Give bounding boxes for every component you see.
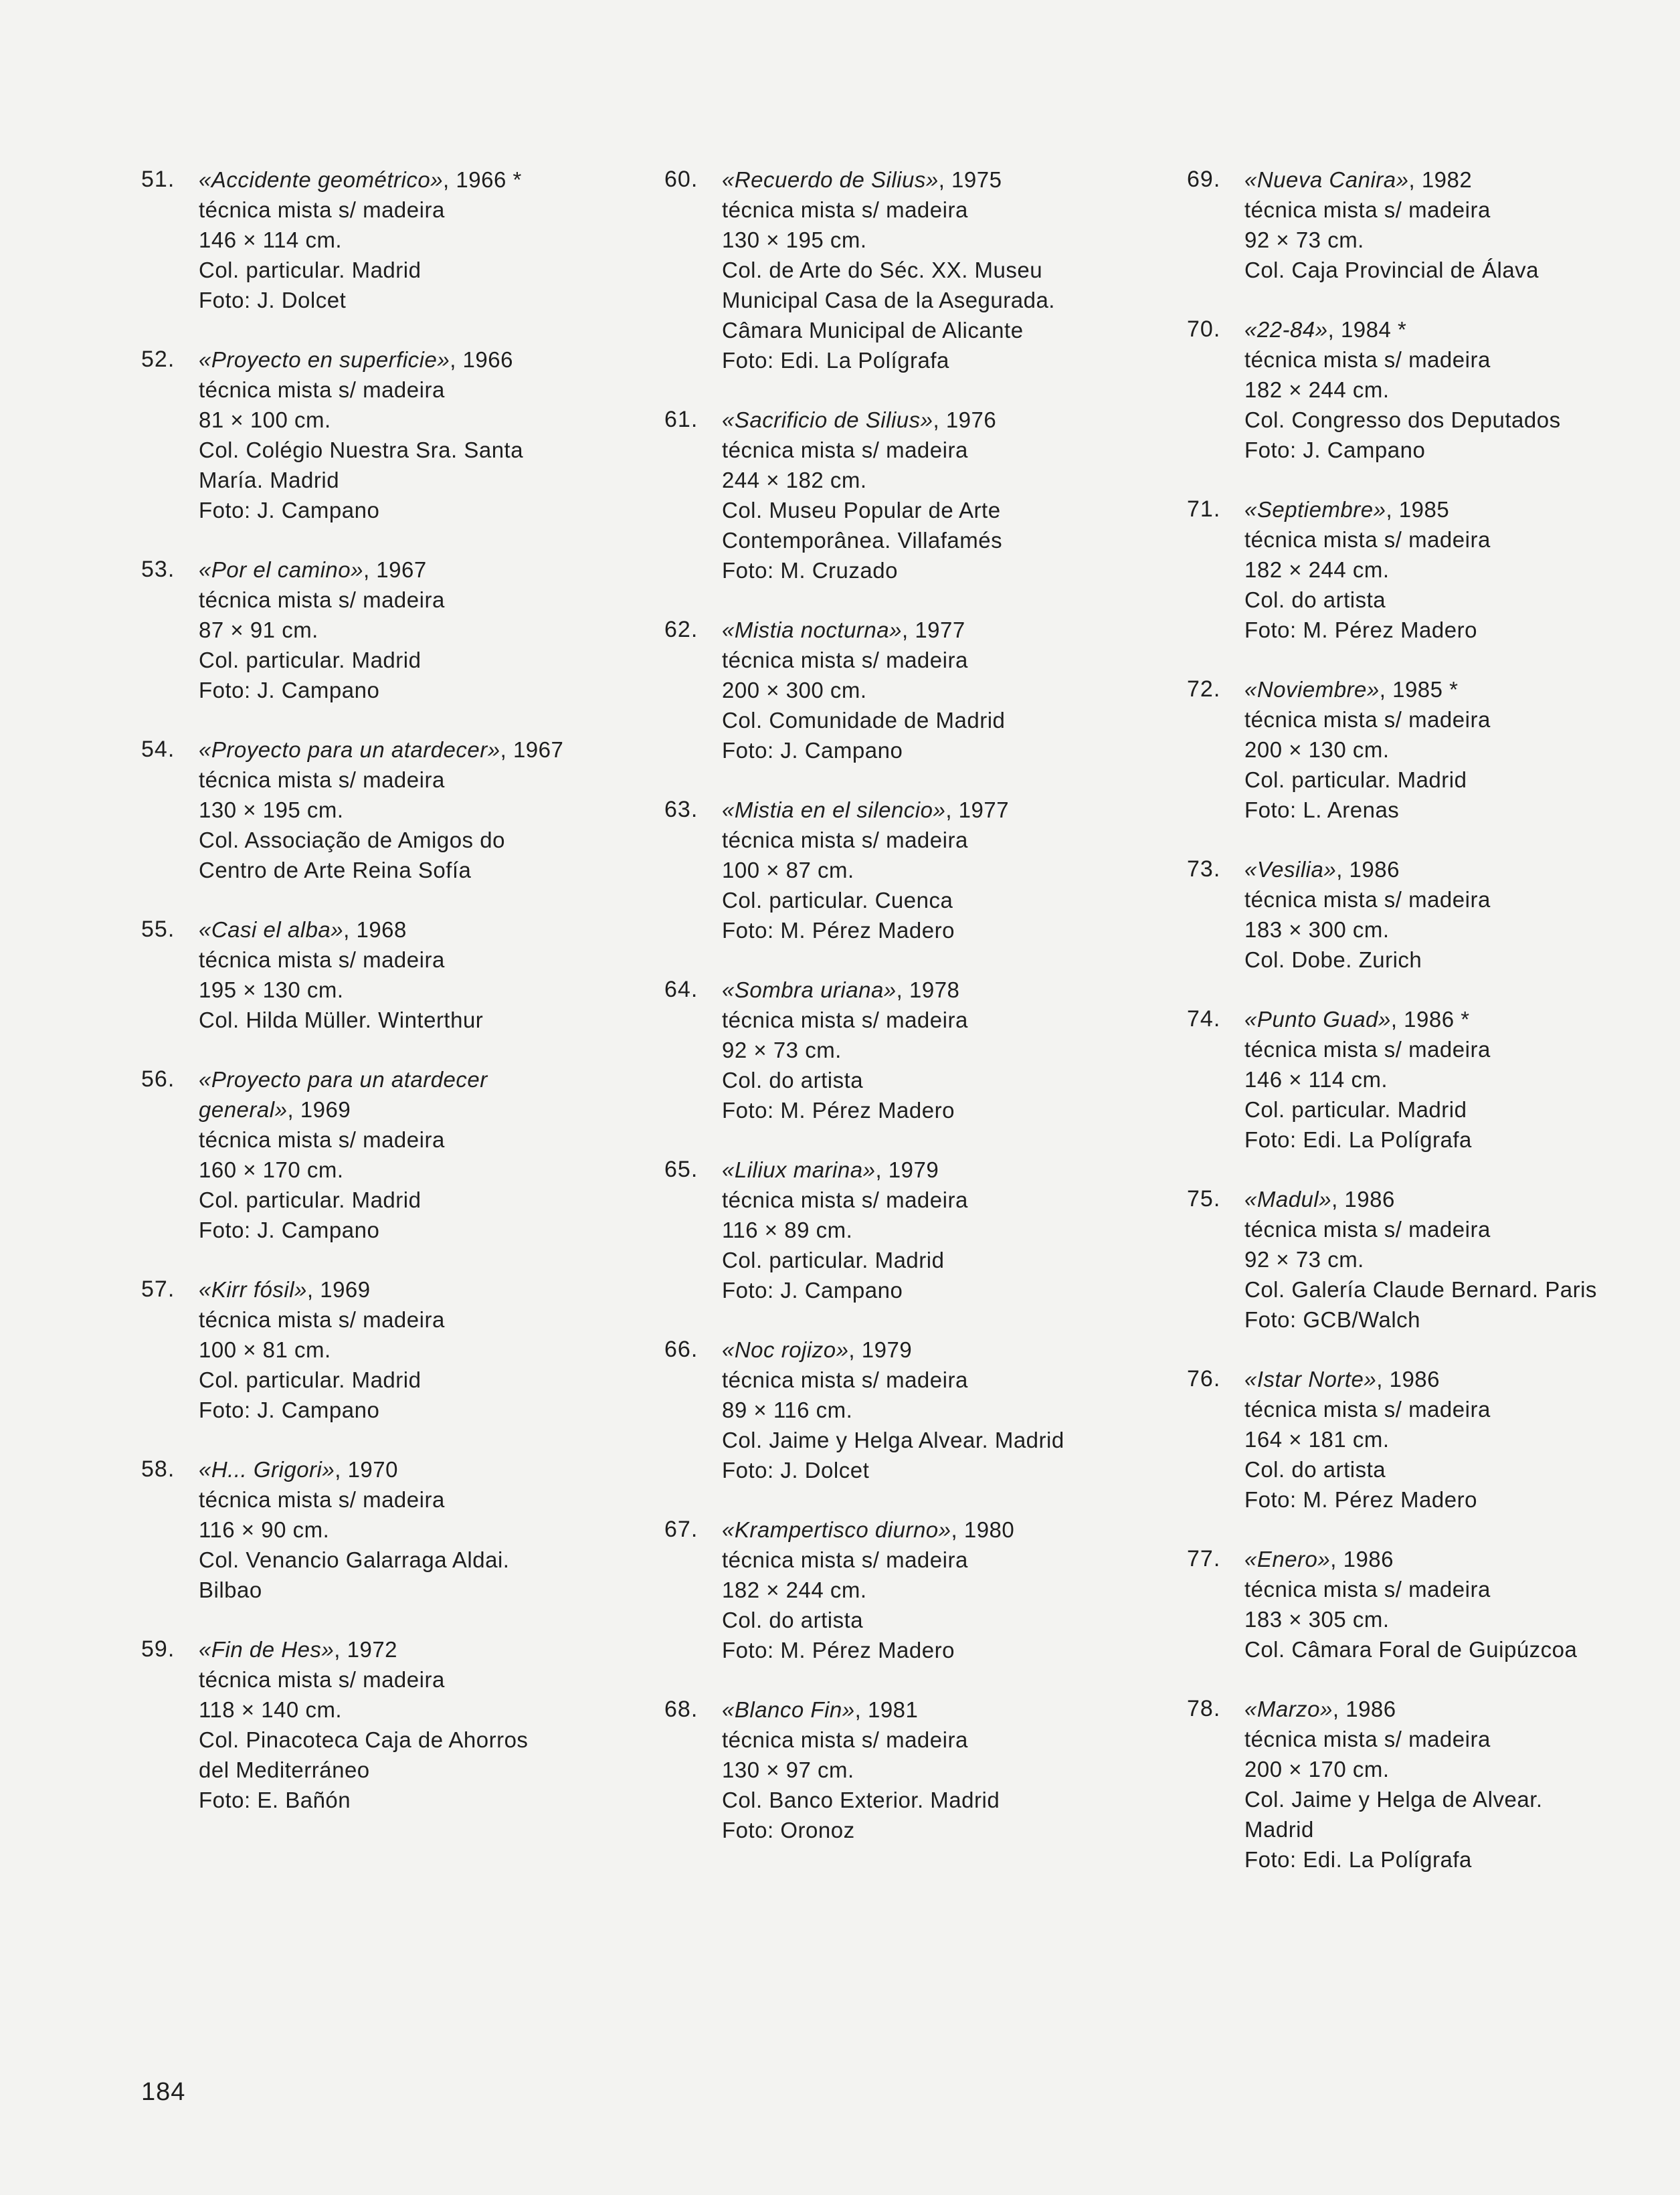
entry-detail-line: técnica mista s/ madeira (199, 377, 445, 402)
entry-detail-line: Câmara Municipal de Alicante (722, 318, 1024, 343)
entry-number: 70. (1187, 316, 1221, 342)
entry-detail-line: Col. particular. Madrid (199, 648, 422, 672)
artwork-title: «Marzo» (1244, 1697, 1333, 1721)
entry-title-line (199, 165, 636, 195)
entry-detail-line: 200 × 170 cm. (1244, 1757, 1390, 1782)
entry-details (199, 1274, 636, 1425)
artwork-title: «Accidente geométrico» (199, 167, 444, 192)
entry-detail-line: Foto: J. Campano (199, 1218, 380, 1242)
artwork-title: «Proyecto en superficie» (199, 347, 450, 372)
entry-detail-line: 182 × 244 cm. (1244, 557, 1390, 582)
entry-detail-line: Foto: M. Cruzado (722, 558, 898, 583)
artwork-title: «Sacrificio de Silius» (722, 407, 933, 432)
entry-title-line (722, 615, 1173, 645)
artwork-title: «Por el camino» (199, 557, 363, 582)
entry-detail-line: Col. Banco Exterior. Madrid (722, 1788, 1000, 1812)
artwork-title: «H... Grigori» (199, 1457, 335, 1482)
entry-number: 75. (1187, 1186, 1221, 1212)
entry-detail-line: 183 × 300 cm. (1244, 917, 1390, 942)
entry-detail-line: técnica mista s/ madeira (1244, 1037, 1491, 1062)
artwork-title: «Mistia nocturna» (722, 617, 902, 642)
entry-detail-line: 182 × 244 cm. (1244, 377, 1390, 402)
artwork-title: «Septiembre» (1244, 497, 1386, 522)
catalogue-entry (1187, 165, 1615, 285)
entry-detail-line: técnica mista s/ madeira (722, 1547, 968, 1572)
entry-details (199, 735, 636, 885)
entry-detail-line: Col. de Arte do Séc. XX. Museu (722, 258, 1043, 282)
entry-title-line (722, 405, 1173, 435)
entry-details (722, 165, 1173, 375)
artwork-title: «Noc rojizo» (722, 1337, 849, 1362)
entry-detail-line: 200 × 300 cm. (722, 678, 867, 702)
artwork-title: «Fin de Hes» (199, 1637, 335, 1662)
entry-detail-line: Col. particular. Madrid (199, 1367, 422, 1392)
entry-title-line (1244, 1364, 1615, 1394)
entry-detail-line: técnica mista s/ madeira (199, 1487, 445, 1512)
entry-detail-line: 130 × 97 cm. (722, 1757, 854, 1782)
catalogue-entry (664, 795, 1173, 945)
entry-details (722, 1335, 1173, 1485)
catalogue-entry (1187, 494, 1615, 645)
entry-number: 60. (664, 167, 698, 192)
entry-detail-line: técnica mista s/ madeira (199, 197, 445, 222)
artwork-title: «Madul» (1244, 1187, 1332, 1212)
artwork-title: «Kirr fósil» (199, 1277, 307, 1302)
entry-detail-line: Col. Jaime y Helga Alvear. Madrid (722, 1428, 1064, 1452)
entry-details (199, 345, 636, 525)
entry-detail-line: Col. Congresso dos Deputados (1244, 407, 1561, 432)
entry-detail-line: Col. Colégio Nuestra Sra. Santa (199, 438, 524, 462)
catalogue-entry (664, 1695, 1173, 1845)
entry-number: 58. (141, 1456, 175, 1482)
entry-title-line (199, 1454, 636, 1485)
entry-detail-line: 244 × 182 cm. (722, 468, 867, 492)
entry-number: 68. (664, 1697, 698, 1722)
entry-detail-line: del Mediterráneo (199, 1757, 370, 1782)
artwork-year: , 1966 (450, 347, 513, 372)
entry-number: 54. (141, 737, 175, 762)
entry-title-line (722, 1515, 1173, 1545)
catalogue-entry (141, 1064, 636, 1245)
catalogue-entry (141, 555, 636, 705)
entry-details (1244, 1184, 1615, 1335)
artwork-year: , 1969 (287, 1097, 351, 1122)
artwork-title: «Punto Guad» (1244, 1007, 1391, 1032)
entry-detail-line: técnica mista s/ madeira (1244, 707, 1491, 732)
entry-detail-line: 116 × 90 cm. (199, 1517, 330, 1542)
artwork-title: «Enero» (1244, 1547, 1331, 1571)
entry-number: 51. (141, 167, 175, 192)
catalogue-entry (141, 1274, 636, 1425)
entry-details (1244, 854, 1615, 975)
entry-detail-line: Col. Caja Provincial de Álava (1244, 258, 1539, 282)
catalogue-column-3 (1187, 165, 1615, 1904)
entry-number: 66. (664, 1337, 698, 1362)
entry-detail-line: Col. Hilda Müller. Winterthur (199, 1008, 484, 1032)
entry-detail-line: técnica mista s/ madeira (722, 197, 968, 222)
entry-detail-line: Col. do artista (1244, 1457, 1386, 1482)
entry-detail-line: 92 × 73 cm. (1244, 1247, 1364, 1272)
entry-detail-line: 89 × 116 cm. (722, 1398, 853, 1422)
entry-detail-line: Foto: GCB/Walch (1244, 1307, 1421, 1332)
entry-title-line (722, 1155, 1173, 1185)
artwork-year: , 1985 * (1379, 677, 1459, 702)
entry-detail-line: Col. particular. Madrid (199, 258, 422, 282)
entry-detail-line: Foto: J. Campano (199, 1398, 380, 1422)
artwork-year: , 1970 (335, 1457, 398, 1482)
entry-title-line (1244, 1004, 1615, 1034)
entry-detail-line: 130 × 195 cm. (199, 797, 344, 822)
artwork-year: , 1986 * (1390, 1007, 1470, 1032)
artwork-year: , 1978 (896, 977, 960, 1002)
entry-detail-line: Col. Museu Popular de Arte (722, 498, 1001, 522)
entry-detail-line: técnica mista s/ madeira (199, 587, 445, 612)
artwork-year: , 1981 (854, 1697, 919, 1722)
entry-title-line (199, 1274, 636, 1305)
entry-detail-line: 146 × 114 cm. (199, 227, 343, 252)
entry-detail-line: Col. Associação de Amigos do (199, 828, 505, 852)
catalogue-entry (664, 1155, 1173, 1305)
artwork-title: «Mistia en el silencio» (722, 797, 946, 822)
entry-number: 71. (1187, 496, 1221, 522)
entry-number: 55. (141, 917, 175, 942)
entry-detail-line: técnica mista s/ madeira (1244, 887, 1491, 912)
entry-details (722, 1155, 1173, 1305)
entry-detail-line: técnica mista s/ madeira (1244, 1217, 1491, 1242)
entry-detail-line: 100 × 87 cm. (722, 858, 854, 882)
catalogue-entry (141, 1454, 636, 1605)
catalogue-entry (664, 405, 1173, 585)
catalogue-entry (141, 915, 636, 1035)
entry-title-line (199, 915, 636, 945)
artwork-year: , 1967 (363, 557, 427, 582)
entry-detail-line: técnica mista s/ madeira (722, 1187, 968, 1212)
artwork-year: , 1972 (334, 1637, 398, 1662)
entry-title-line (199, 735, 636, 765)
entry-detail-line: Foto: M. Pérez Madero (1244, 617, 1477, 642)
entry-details (199, 165, 636, 315)
catalogue-entry (141, 735, 636, 885)
entry-detail-line: técnica mista s/ madeira (1244, 527, 1491, 552)
artwork-title: «Nueva Canira» (1244, 167, 1409, 192)
entry-detail-line: Col. do artista (1244, 587, 1386, 612)
artwork-year: , 1967 (500, 737, 564, 762)
entry-title-line (722, 165, 1173, 195)
entry-detail-line: Foto: E. Bañón (199, 1788, 351, 1812)
artwork-title: «Sombra uriana» (722, 977, 897, 1002)
entry-detail-line: Col. particular. Cuenca (722, 888, 953, 913)
entry-detail-line: Foto: J. Dolcet (722, 1458, 870, 1483)
entry-details (199, 1634, 636, 1815)
entry-title-line (1244, 494, 1615, 524)
catalogue-entry (664, 615, 1173, 765)
entry-detail-line: técnica mista s/ madeira (199, 947, 445, 972)
artwork-year: , 1968 (343, 917, 407, 942)
entry-title-line (199, 345, 636, 375)
catalogue-column-1 (141, 165, 636, 1844)
entry-detail-line: Foto: Edi. La Polígrafa (1244, 1847, 1472, 1872)
entry-details (199, 1454, 636, 1605)
artwork-title: «Proyecto para un atardecer (199, 1067, 488, 1092)
entry-details (199, 555, 636, 705)
entry-detail-line: 160 × 170 cm. (199, 1157, 344, 1182)
entry-title-line (722, 1695, 1173, 1725)
entry-detail-line: Col. Dobe. Zurich (1244, 947, 1422, 972)
entry-detail-line: Foto: J. Campano (199, 678, 380, 702)
catalogue-entry (1187, 1004, 1615, 1155)
entry-detail-line: técnica mista s/ madeira (199, 1307, 445, 1332)
artwork-year: , 1977 (901, 617, 965, 642)
entry-detail-line: Foto: M. Pérez Madero (722, 918, 955, 943)
artwork-title: «Krampertisco diurno» (722, 1517, 951, 1542)
catalogue-entry (1187, 1184, 1615, 1335)
entry-details (1244, 165, 1615, 285)
artwork-year: , 1977 (945, 797, 1010, 822)
artwork-year: , 1985 (1386, 497, 1450, 522)
entry-detail-line: técnica mista s/ madeira (1244, 1577, 1491, 1602)
entry-detail-line: 200 × 130 cm. (1244, 737, 1390, 762)
entry-number: 52. (141, 347, 175, 372)
entry-detail-line: 92 × 73 cm. (1244, 227, 1364, 252)
entry-detail-line: técnica mista s/ madeira (1244, 197, 1491, 222)
entry-detail-line: Col. Comunidade de Madrid (722, 708, 1006, 733)
artwork-year: , 1986 (1332, 1697, 1396, 1721)
entry-details (722, 1515, 1173, 1665)
entry-number: 74. (1187, 1006, 1221, 1032)
artwork-title: «Casi el alba» (199, 917, 344, 942)
entry-detail-line: Foto: M. Pérez Madero (1244, 1487, 1477, 1512)
entry-number: 69. (1187, 167, 1221, 192)
entry-detail-line: Foto: L. Arenas (1244, 797, 1400, 822)
entry-detail-line: 146 × 114 cm. (1244, 1067, 1388, 1092)
entry-detail-line: Contemporânea. Villafamés (722, 528, 1003, 553)
entry-detail-line: técnica mista s/ madeira (199, 1127, 445, 1152)
entry-number: 62. (664, 617, 698, 642)
entry-detail-line: Centro de Arte Reina Sofía (199, 858, 472, 882)
entry-details (1244, 1544, 1615, 1664)
entry-number: 59. (141, 1636, 175, 1662)
entry-number: 56. (141, 1066, 175, 1092)
entry-detail-line: técnica mista s/ madeira (722, 438, 968, 462)
entry-detail-line: Foto: J. Campano (722, 738, 903, 763)
entry-number: 76. (1187, 1366, 1221, 1392)
entry-detail-line: 118 × 140 cm. (199, 1697, 343, 1722)
catalogue-column-2 (664, 165, 1173, 1875)
entry-number: 61. (664, 407, 698, 432)
entry-detail-line: 116 × 89 cm. (722, 1218, 853, 1242)
catalogue-entry (664, 165, 1173, 375)
entry-title-line (722, 1335, 1173, 1365)
entry-detail-line: Foto: J. Campano (199, 498, 380, 522)
entry-detail-line: Col. Pinacoteca Caja de Ahorros (199, 1727, 529, 1752)
entry-detail-line: Col. particular. Madrid (1244, 767, 1467, 792)
entry-title-line (1244, 674, 1615, 704)
entry-detail-line: Col. Jaime y Helga de Alvear. (1244, 1787, 1543, 1812)
artwork-title: «Blanco Fin» (722, 1697, 855, 1722)
entry-detail-line: Col. Galería Claude Bernard. Paris (1244, 1277, 1597, 1302)
entry-title-line (722, 795, 1173, 825)
entry-number: 57. (141, 1276, 175, 1302)
entry-title-line (199, 1634, 636, 1664)
artwork-year: , 1986 (1376, 1367, 1440, 1392)
catalogue-entry (1187, 1694, 1615, 1875)
entry-details (1244, 494, 1615, 645)
entry-title-line (1244, 1694, 1615, 1724)
entry-detail-line: Foto: M. Pérez Madero (722, 1638, 955, 1662)
artwork-year: , 1980 (951, 1517, 1015, 1542)
artwork-title: «22-84» (1244, 317, 1328, 342)
entry-detail-line: 81 × 100 cm. (199, 407, 331, 432)
entry-detail-line: 130 × 195 cm. (722, 227, 867, 252)
entry-details (1244, 1694, 1615, 1875)
entry-title-line (199, 1094, 636, 1125)
artwork-title: «Proyecto para un atardecer» (199, 737, 500, 762)
artwork-title: «Liliux marina» (722, 1157, 876, 1182)
entry-details (1244, 674, 1615, 825)
entry-title-line (1244, 1184, 1615, 1214)
entry-details (722, 1695, 1173, 1845)
entry-number: 77. (1187, 1546, 1221, 1571)
entry-number: 73. (1187, 856, 1221, 882)
entry-detail-line: Foto: J. Campano (1244, 438, 1426, 462)
entry-details (199, 1064, 636, 1245)
artwork-year: , 1986 (1336, 857, 1400, 882)
entry-detail-line: Madrid (1244, 1817, 1314, 1842)
entry-details (1244, 314, 1615, 465)
entry-number: 67. (664, 1517, 698, 1542)
entry-title-line (1244, 1544, 1615, 1574)
artwork-year: , 1982 (1408, 167, 1473, 192)
entry-detail-line: 92 × 73 cm. (722, 1038, 842, 1062)
entry-detail-line: Foto: Oronoz (722, 1818, 855, 1842)
entry-detail-line: Col. particular. Madrid (1244, 1097, 1467, 1122)
artwork-title: «Vesilia» (1244, 857, 1337, 882)
artwork-year: , 1984 * (1327, 317, 1407, 342)
entry-detail-line: Col. Venancio Galarraga Aldai. (199, 1547, 510, 1572)
entry-detail-line: Foto: Edi. La Polígrafa (1244, 1127, 1472, 1152)
entry-detail-line: técnica mista s/ madeira (1244, 347, 1491, 372)
catalogue-entry (664, 1515, 1173, 1665)
entry-detail-line: Foto: J. Campano (722, 1278, 903, 1303)
entry-number: 63. (664, 797, 698, 822)
entry-number: 65. (664, 1157, 698, 1182)
entry-detail-line: Municipal Casa de la Asegurada. (722, 288, 1055, 312)
entry-detail-line: Foto: J. Dolcet (199, 288, 347, 312)
page-number: 184 (141, 2078, 186, 2106)
entry-number: 72. (1187, 676, 1221, 702)
artwork-year: , 1986 (1331, 1187, 1395, 1212)
catalogue-entry (141, 345, 636, 525)
entry-number: 78. (1187, 1696, 1221, 1721)
entry-detail-line: 195 × 130 cm. (199, 977, 344, 1002)
entry-detail-line: 164 × 181 cm. (1244, 1427, 1390, 1452)
entry-detail-line: técnica mista s/ madeira (722, 1008, 968, 1032)
entry-detail-line: Col. Câmara Foral de Guipúzcoa (1244, 1637, 1578, 1662)
entry-details (722, 795, 1173, 945)
entry-details (1244, 1004, 1615, 1155)
artwork-year: , 1979 (875, 1157, 939, 1182)
artwork-year: , 1979 (848, 1337, 913, 1362)
entry-title-line (1244, 854, 1615, 884)
entry-detail-line: Bilbao (199, 1578, 262, 1602)
catalogue-entry (141, 1634, 636, 1815)
catalogue-entry (664, 975, 1173, 1125)
entry-details (722, 975, 1173, 1125)
entry-detail-line: técnica mista s/ madeira (199, 1667, 445, 1692)
entry-detail-line: técnica mista s/ madeira (1244, 1397, 1491, 1422)
entry-detail-line: técnica mista s/ madeira (722, 1727, 968, 1752)
entry-title-line (199, 1064, 636, 1094)
catalogue-entry (664, 1335, 1173, 1485)
entry-title-line (1244, 165, 1615, 195)
entry-detail-line: técnica mista s/ madeira (1244, 1727, 1491, 1751)
catalogue-entry (141, 165, 636, 315)
entry-details (722, 405, 1173, 585)
entry-detail-line: técnica mista s/ madeira (199, 767, 445, 792)
entry-detail-line: Foto: Edi. La Polígrafa (722, 348, 949, 373)
entry-detail-line: 87 × 91 cm. (199, 617, 318, 642)
artwork-year: , 1976 (933, 407, 997, 432)
entry-title-line (1244, 314, 1615, 345)
entry-title-line (199, 555, 636, 585)
catalogue-entry (1187, 1544, 1615, 1664)
entry-detail-line: Foto: M. Pérez Madero (722, 1098, 955, 1123)
entry-detail-line: María. Madrid (199, 468, 340, 492)
entry-detail-line: técnica mista s/ madeira (722, 648, 968, 672)
entry-detail-line: 182 × 244 cm. (722, 1578, 867, 1602)
artwork-year: , 1966 * (443, 167, 522, 192)
entry-detail-line: Col. particular. Madrid (199, 1187, 422, 1212)
catalogue-entry (1187, 314, 1615, 465)
entry-detail-line: Col. particular. Madrid (722, 1248, 945, 1272)
entry-details (1244, 1364, 1615, 1515)
entry-details (722, 615, 1173, 765)
artwork-year: , 1986 (1330, 1547, 1394, 1571)
entry-detail-line: Col. do artista (722, 1068, 864, 1092)
artwork-year: , 1975 (938, 167, 1002, 192)
entry-detail-line: 100 × 81 cm. (199, 1337, 331, 1362)
entry-details (199, 915, 636, 1035)
entry-detail-line: 183 × 305 cm. (1244, 1607, 1390, 1632)
catalogue-entry (1187, 854, 1615, 975)
artwork-title: general» (199, 1097, 288, 1122)
artwork-title: «Istar Norte» (1244, 1367, 1377, 1392)
catalogue-entry (1187, 674, 1615, 825)
entry-number: 53. (141, 557, 175, 582)
entry-detail-line: técnica mista s/ madeira (722, 828, 968, 852)
artwork-year: , 1969 (306, 1277, 371, 1302)
catalogue-entry (1187, 1364, 1615, 1515)
artwork-title: «Noviembre» (1244, 677, 1380, 702)
entry-title-line (722, 975, 1173, 1005)
entry-detail-line: Col. do artista (722, 1608, 864, 1632)
artwork-title: «Recuerdo de Silius» (722, 167, 939, 192)
entry-detail-line: técnica mista s/ madeira (722, 1367, 968, 1392)
entry-number: 64. (664, 977, 698, 1002)
